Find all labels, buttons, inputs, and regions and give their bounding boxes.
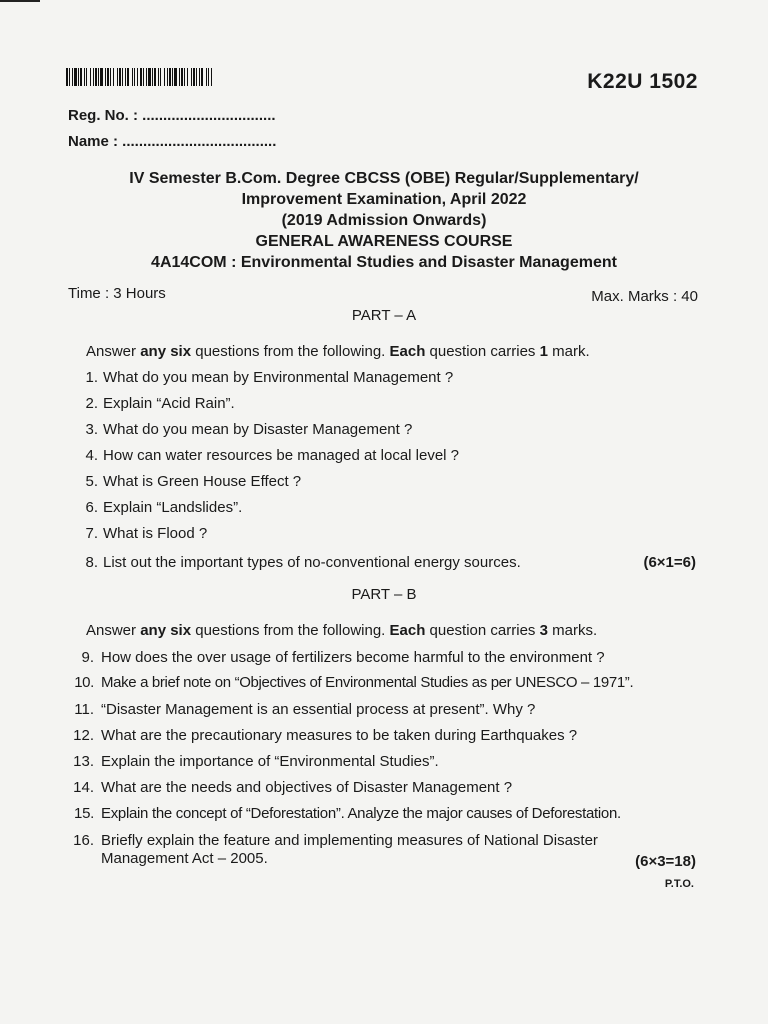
- title-line: Improvement Examination, April 2022: [241, 191, 527, 208]
- question-number: 11.: [74, 701, 94, 718]
- title-line: 4A14COM : Environmental Studies and Disaster Management: [151, 254, 617, 271]
- part-a-marks-allocation: (6×1=6): [643, 554, 696, 571]
- question-number: 2.: [85, 395, 98, 412]
- question-text: Briefly explain the feature and implementing measures of National Disaster: [101, 832, 598, 849]
- title-line: GENERAL AWARENESS COURSE: [255, 233, 513, 250]
- instr-text: Answer: [86, 622, 141, 639]
- instr-emphasis: Each: [389, 622, 426, 639]
- instr-text: Answer: [86, 343, 141, 360]
- instr-emphasis: 1: [539, 343, 548, 360]
- question-number: 16.: [73, 832, 94, 849]
- question-text: Explain the importance of “Environmental Studies”.: [101, 753, 439, 770]
- question-text: Explain the concept of “Deforestation”. Analyze the major causes of Deforestation.: [101, 805, 621, 822]
- question-number: 10.: [74, 674, 94, 691]
- question-text: What do you mean by Disaster Management ?: [103, 421, 413, 438]
- question-text: What are the needs and objectives of Disaster Management ?: [101, 779, 513, 796]
- part-b-instruction: [86, 622, 597, 639]
- instr-text: marks.: [547, 622, 598, 639]
- question-number: 9.: [81, 649, 94, 666]
- part-a-title: PART – A: [351, 307, 417, 324]
- time-allowed: Time : 3 Hours: [68, 285, 166, 302]
- instr-text: mark.: [547, 343, 590, 360]
- instr-emphasis: any six: [140, 343, 192, 360]
- paper-code: K22U 1502: [587, 70, 698, 93]
- question-text: Management Act – 2005.: [101, 850, 268, 867]
- question-number: 5.: [85, 473, 98, 490]
- max-marks: Max. Marks : 40: [591, 288, 698, 305]
- part-b-marks-allocation: (6×3=18): [635, 853, 696, 870]
- question-text: What are the precautionary measures to be taken during Earthquakes ?: [101, 727, 578, 744]
- question-text: Explain “Landslides”.: [103, 499, 243, 516]
- question-text: List out the important types of no-conventional energy sources.: [103, 554, 521, 571]
- question-text: What is Green House Effect ?: [103, 473, 302, 490]
- title-line: IV Semester B.Com. Degree CBCSS (OBE) Regular/Supplementary/: [129, 170, 639, 187]
- question-number: 12.: [73, 727, 94, 744]
- question-number: 14.: [73, 779, 94, 796]
- question-text: What is Flood ?: [103, 525, 208, 542]
- question-text: “Disaster Management is an essential process at present”. Why ?: [101, 701, 536, 718]
- question-text: Make a brief note on “Objectives of Environmental Studies as per UNESCO – 1971”.: [101, 674, 634, 691]
- question-text: Explain “Acid Rain”.: [103, 395, 235, 412]
- instr-text: question carries: [425, 622, 540, 639]
- part-b-title: PART – B: [351, 586, 417, 603]
- question-text: What do you mean by Environmental Management ?: [103, 369, 454, 386]
- instr-text: question carries: [425, 343, 540, 360]
- question-number: 13.: [73, 753, 94, 770]
- name-field: Name : .....................................: [68, 133, 277, 150]
- instr-text: questions from the following.: [191, 622, 390, 639]
- instr-emphasis: Each: [389, 343, 426, 360]
- question-number: 4.: [85, 447, 98, 464]
- pto-note: P.T.O.: [664, 878, 694, 890]
- question-number: 7.: [85, 525, 98, 542]
- scan-edge-mark: [0, 0, 40, 2]
- title-line: (2019 Admission Onwards): [281, 212, 487, 229]
- question-number: 3.: [85, 421, 98, 438]
- question-number: 8.: [85, 554, 98, 571]
- instr-text: questions from the following.: [191, 343, 390, 360]
- question-text: How can water resources be managed at local level ?: [103, 447, 460, 464]
- question-number: 1.: [85, 369, 98, 386]
- instr-emphasis: any six: [140, 622, 192, 639]
- question-number: 15.: [74, 805, 94, 822]
- instr-emphasis: 3: [539, 622, 548, 639]
- question-text: How does the over usage of fertilizers become harmful to the environment ?: [101, 649, 605, 666]
- reg-no-field: Reg. No. : ................................: [68, 107, 276, 124]
- part-a-instruction: [86, 343, 590, 360]
- exam-title: [0, 168, 768, 273]
- barcode-icon: [66, 68, 216, 86]
- question-number: 6.: [85, 499, 98, 516]
